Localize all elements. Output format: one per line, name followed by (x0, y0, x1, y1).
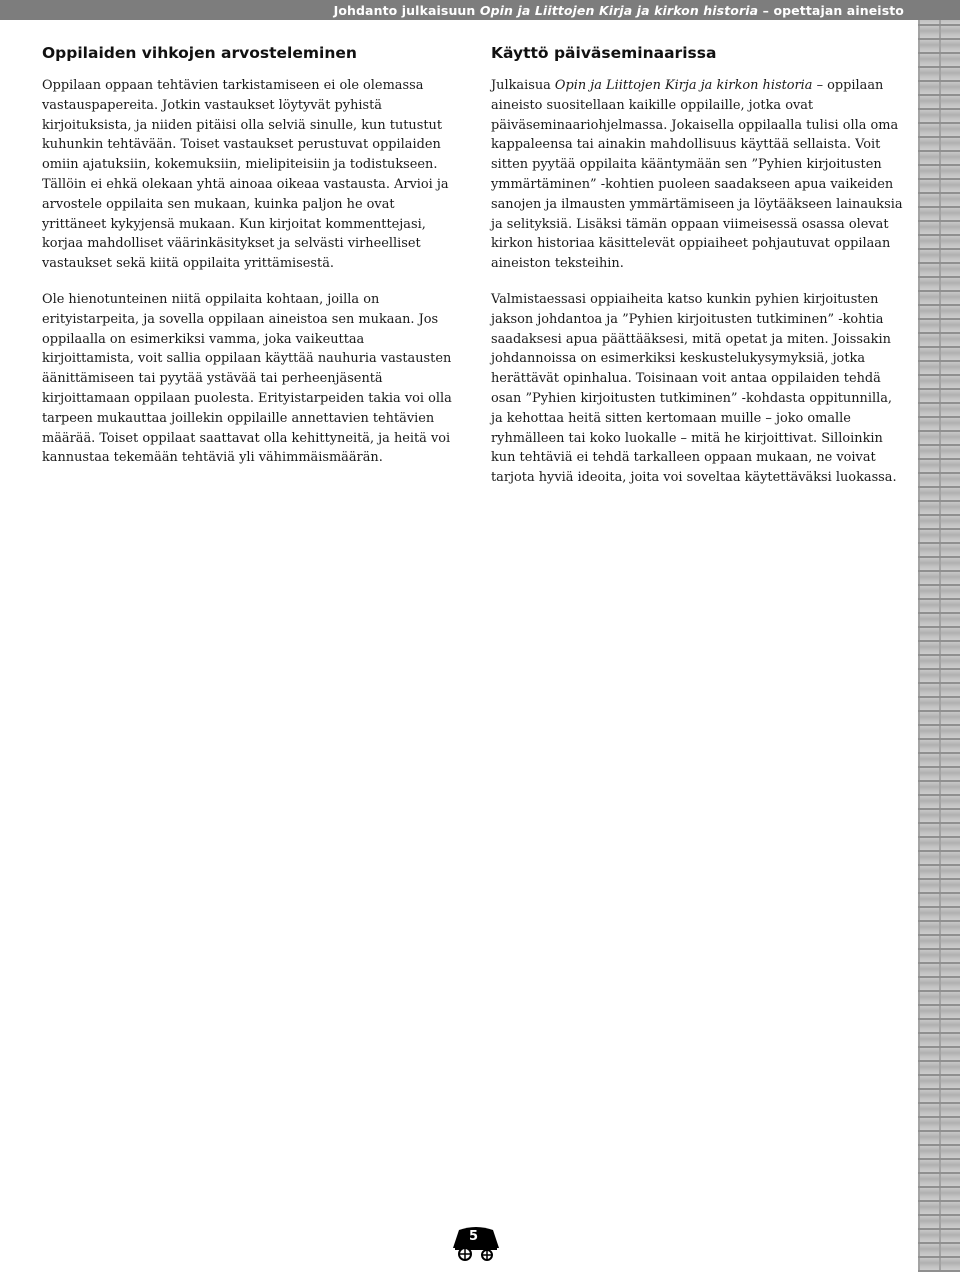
left-paragraph-2: Ole hienotunteinen niitä oppilaita kohtaan, joilla on erityistarpeita, ja sovella oppilaan aineistoa sen mukaan. Jos oppilaalla on esimerkiksi vamma, joka vaikeuttaa kirjoittamista, voit sallia oppilaan käyttää nauhuria vastausten äänittämiseen tai pyytää ystävää tai perheenjäsentä kirjoittamaan oppilaan puolesta. Erityistarpeiden takia voi olla tarpeen mukauttaa joillekin oppilaille annettavien tehtävien määrää. Toiset oppilaat saattavat olla kehittyneitä, ja heitä voi kannustaa tekemään tehtäviä yli vähimmäismäärän. (42, 291, 452, 466)
right-column (491, 44, 903, 504)
running-header (334, 3, 904, 18)
right-paragraph-2: Valmistaessasi oppiaiheita katso kunkin pyhien kirjoitusten jakson johdantoa ja ”Pyhien kirjoitusten tutkiminen” -kohtia saadaksesi apua päättääksesi, mitä opetat ja miten. Joissakin johdannoissa on esimerkiksi keskustelukysymyksiä, jotka herättävät opinhalua. Toisinaan voit antaa oppilaiden tehdä osan ”Pyhien kirjoitusten tutkiminen” -kohdasta oppitunnilla, ja kehottaa heitä sitten kertomaan muille – joko omalle ryhmälleen tai koko luokalle – mitä he kirjoittivat. Silloinkin kun tehtäviä ei tehdä tarkalleen oppaan mukaan, ne voivat tarjota hyviä ideoita, joita voi soveltaa käytettäväksi luokassa. (491, 291, 897, 486)
right-p1-italic: Opin ja Liittojen Kirja ja kirkon historia (554, 78, 813, 93)
header-bar (0, 0, 960, 20)
header-suffix: – opettajan aineisto (758, 2, 904, 18)
header-italic-title: Opin ja Liittojen Kirja ja kirkon historia (479, 2, 759, 18)
right-heading: Käyttö päiväseminaarissa (491, 44, 717, 62)
page-number: 5 (469, 1229, 479, 1244)
left-heading: Oppilaiden vihkojen arvosteleminen (42, 44, 357, 62)
header-prefix: Johdanto julkaisuun (333, 2, 480, 18)
brick-wall-decoration (918, 20, 960, 1272)
right-paragraph-1 (491, 76, 903, 274)
left-paragraph-1: Oppilaan oppaan tehtävien tarkistamiseen ei ole olemassa vastauspapereita. Jotkin vastaukset löytyvät pyhistä kirjoituksista, ja niiden pitäisi olla selviä sinulle, kun tutustut kuhunkin tehtävään. Toiset vastaukset perustuvat oppilaiden omiin ajatuksiin, kokemuksiin, mielipiteisiin ja todistukseen. Tällöin ei ehkä olekaan yhtä ainoaa oikeaa vastausta. Arvioi ja arvostele oppilaita sen mukaan, kuinka paljon he ovat yrittäneet kykyjensä mukaan. Kun kirjoitat kommenttejasi, korjaa mahdolliset väärinkäsitykset ja selvästi virheelliset vastaukset sekä kiitä oppilaita yrittämisestä. (42, 78, 449, 272)
page-number-badge (451, 1226, 501, 1262)
right-p1-prefix: Julkaisua (491, 78, 555, 93)
right-p1-rest: – oppilaan aineisto suositellaan kaikille oppilaille, jotka ovat päiväseminaariohjelmassa. Jokaisella oppilaalla tulisi olla oma kappaleensa tai ainakin mahdollisuus käyttää sellaista. Voit sitten pyytää oppilaita kääntymään sen ”Pyhien kirjoitusten ymmärtäminen” -kohtien puoleen saadakseen apua vaikeiden sanojen ja ilmausten ymmärtämiseen ja löytääkseen lainauksia ja selityksiä. Lisäksi tämän oppaan viimeisessä osassa olevat kirkon historiaa käsittelevät oppiaiheet pohjautuvat oppilaan aineiston teksteihin. (491, 78, 903, 272)
left-column (42, 44, 460, 484)
